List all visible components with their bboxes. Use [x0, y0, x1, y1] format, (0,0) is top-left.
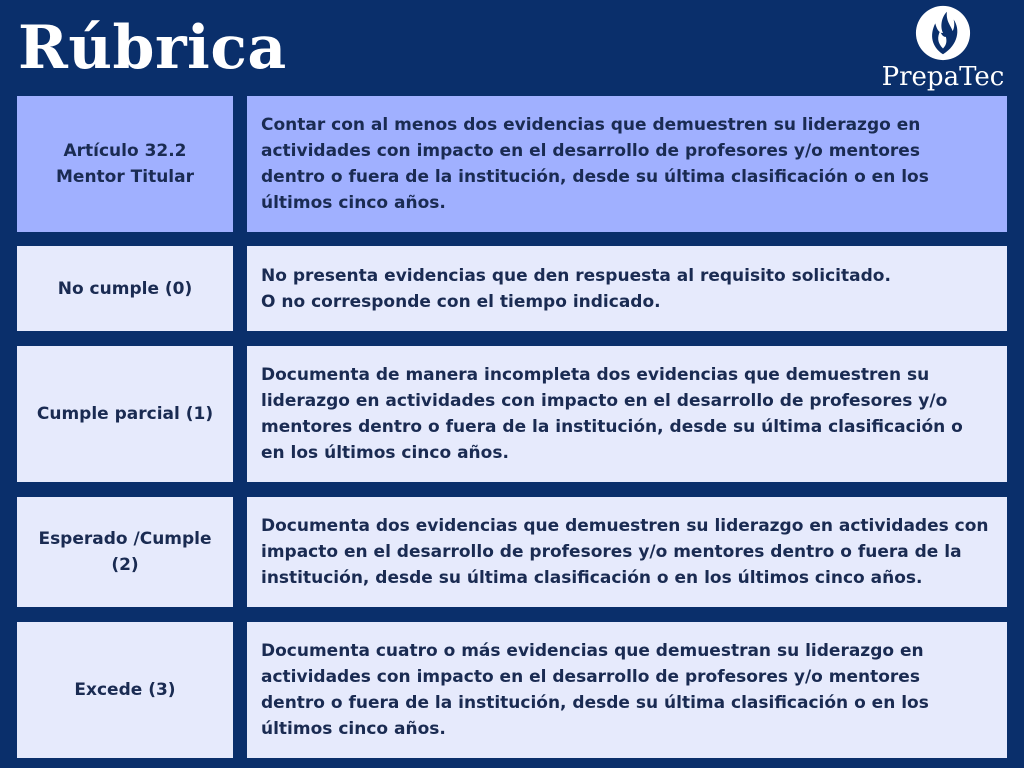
- level-description: [247, 246, 1007, 331]
- level-description: Documenta dos evidencias que demuestren su liderazgo en actividades con impacto en el desarrollo de profesores y/o mentores dentro o fuera de la institución, desde su última clasificación o en los últimos cinco años.: [247, 497, 1007, 607]
- flame-torch-icon: [914, 4, 972, 62]
- level-label: Excede (3): [17, 622, 233, 758]
- rubric-header-row: [17, 96, 1007, 232]
- logo-text: PrepaTec: [881, 62, 1005, 92]
- level-label: Cumple parcial (1): [17, 346, 233, 482]
- article-label: [17, 96, 233, 232]
- page-title: Rúbrica: [18, 13, 287, 83]
- level-description-line: No presenta evidencias que den respuesta al requisito solicitado.: [261, 265, 891, 286]
- role-name: Mentor Titular: [56, 167, 194, 187]
- level-description-line: O no corresponde con el tiempo indicado.: [261, 291, 661, 312]
- rubric-row-cumple-parcial: [17, 346, 1007, 482]
- level-description: Documenta de manera incompleta dos evidencias que demuestren su liderazgo en actividades con impacto en el desarrollo de profesores y/o mentores dentro o fuera de la institución, desde su última clasificación o en los últimos cinco años.: [247, 346, 1007, 482]
- rubric-row-no-cumple: [17, 246, 1007, 331]
- article-number: Artículo 32.2: [63, 141, 187, 161]
- level-description: Documenta cuatro o más evidencias que demuestran su liderazgo en actividades con impacto en el desarrollo de profesores y/o mentores dentro o fuera de la institución, desde su última clasificación o en los últimos cinco años.: [247, 622, 1007, 758]
- rubric-row-excede: [17, 622, 1007, 758]
- prepatec-logo: [878, 4, 1008, 96]
- level-label: No cumple (0): [17, 246, 233, 331]
- requirement-description: Contar con al menos dos evidencias que demuestren su liderazgo en actividades con impacto en el desarrollo de profesores y/o mentores dentro o fuera de la institución, desde su última clasificación o en los últimos cinco años.: [247, 96, 1007, 232]
- rubric-row-esperado-cumple: [17, 497, 1007, 607]
- level-label: Esperado /Cumple (2): [17, 497, 233, 607]
